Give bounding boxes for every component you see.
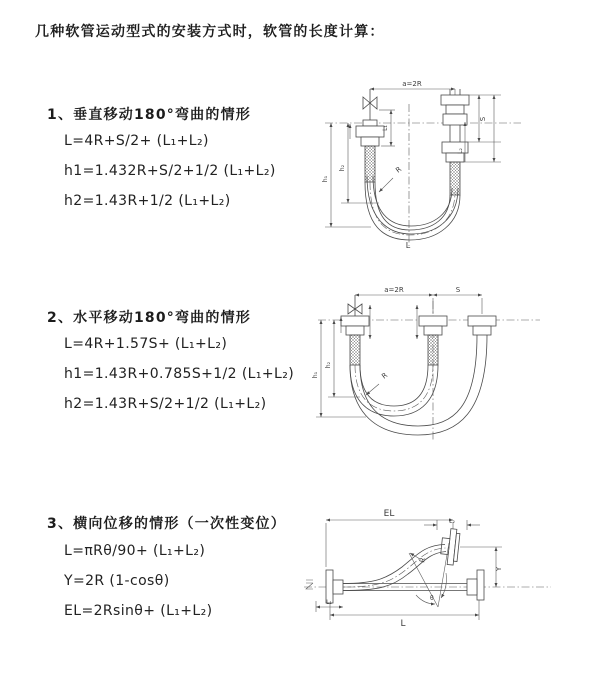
flange xyxy=(467,570,484,600)
length-label: L xyxy=(400,619,406,629)
formula-line: L=πRθ/90+ (L₁+L₂) xyxy=(64,543,206,559)
formula-line: L=4R+1.57S+ (L₁+L₂) xyxy=(64,336,228,352)
braided-hose-section xyxy=(350,335,360,365)
centerline-mark xyxy=(306,580,313,589)
length-label: L xyxy=(405,241,411,250)
s-dimension-label: S xyxy=(455,286,461,294)
hose-fitting xyxy=(419,316,447,365)
hose-fitting xyxy=(468,316,496,335)
l1-dimension-label: L₁ xyxy=(326,599,332,606)
l1-dimension-label: L₁ xyxy=(382,125,389,131)
formula-line: h2=1.43R+S/2+1/2 (L₁+L₂) xyxy=(64,396,267,412)
formula-line: Y=2R (1-cosθ) xyxy=(64,573,170,589)
h2-dimension-label: h₂ xyxy=(339,164,346,172)
diagram-vertical-180-bend xyxy=(313,76,588,254)
valve-icon xyxy=(348,295,362,316)
diagram-horizontal-180-bend xyxy=(308,283,590,455)
section2-heading: 2、水平移动180°弯曲的情形 xyxy=(47,310,251,326)
s-dimension-label: S xyxy=(479,116,487,122)
h1-dimension-label: h₁ xyxy=(322,175,329,183)
span-dimension-label: a=2R xyxy=(402,80,422,88)
radius-label: R xyxy=(394,165,404,175)
braided-hose-section xyxy=(428,335,438,365)
hose-u-bend xyxy=(365,176,460,240)
l2-dimension-label: L₂ xyxy=(457,148,464,154)
formula-line: h2=1.43R+1/2 (L₁+L₂) xyxy=(64,193,231,209)
hose-u-bend xyxy=(350,335,487,435)
radius-label: R xyxy=(380,371,390,381)
page-title: 几种软管运动型式的安装方式时，软管的长度计算： xyxy=(35,24,385,40)
l2-dimension-label: L₂ xyxy=(449,518,455,525)
h1-dimension-label: h₁ xyxy=(312,371,319,379)
radius-label: R xyxy=(418,556,428,564)
formula-line: EL=2Rsinθ+ (L₁+L₂) xyxy=(64,603,213,619)
hose-fitting xyxy=(356,120,384,182)
el-dimension-label: EL xyxy=(383,509,395,519)
h2-dimension-label: h₂ xyxy=(325,361,332,369)
formula-line: L=4R+S/2+ (L₁+L₂) xyxy=(64,133,209,149)
section3-heading: 3、横向位移的情形（一次性变位） xyxy=(47,516,286,532)
braided-hose-section xyxy=(365,146,375,182)
valve-icon xyxy=(363,89,377,120)
diagram-lateral-displacement xyxy=(296,503,596,648)
y-dimension-label: Y xyxy=(495,566,503,572)
formula-line: h1=1.43R+0.785S+1/2 (L₁+L₂) xyxy=(64,366,295,382)
theta-label: θ xyxy=(430,595,434,602)
formula-line: h1=1.432R+S/2+1/2 (L₁+L₂) xyxy=(64,163,276,179)
hose-fitting xyxy=(341,316,369,365)
flange xyxy=(440,528,461,566)
braided-hose-section xyxy=(450,162,460,195)
section1-heading: 1、垂直移动180°弯曲的情形 xyxy=(47,107,251,123)
span-dimension-label: a=2R xyxy=(384,286,404,294)
